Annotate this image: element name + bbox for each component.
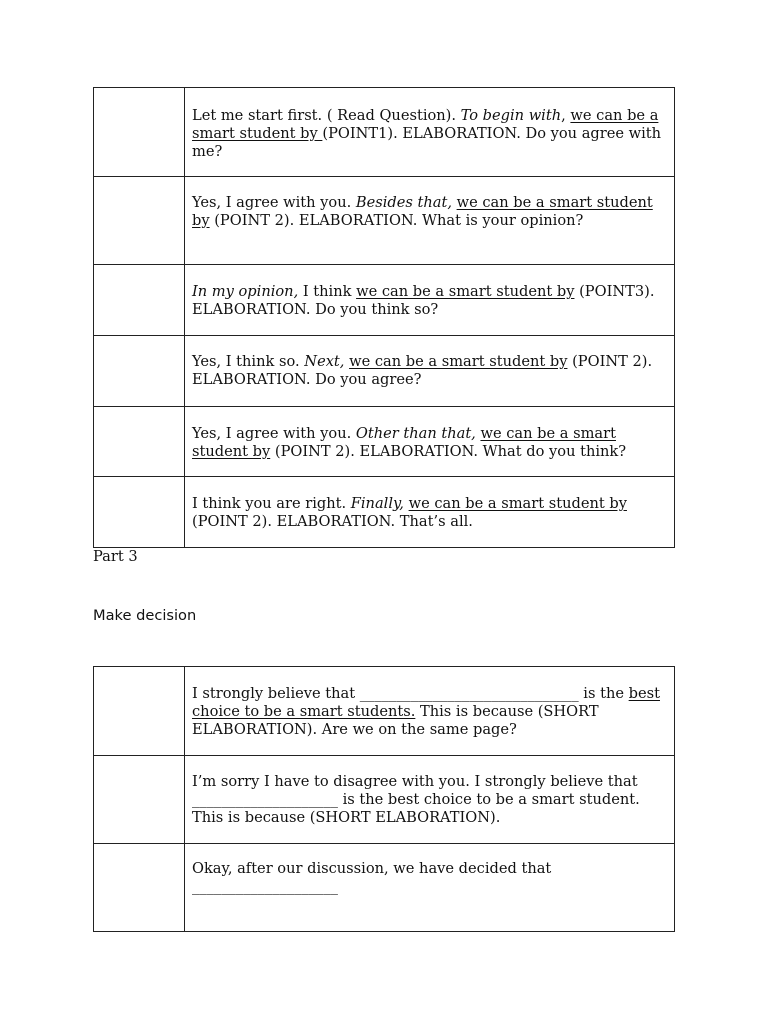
dialogue-text: Let me start first. ( Read Question). [192,107,461,124]
dialogue-text: Yes, I agree with you. [192,194,356,211]
dialogue-text: (POINT 2). ELABORATION. What do you think? [270,442,627,460]
dialogue-text: (POINT 2). ELABORATION. What is your opinion? [209,211,584,229]
dialogue-cell [185,407,675,477]
key-phrase: best choice to be a smart students. [192,685,660,720]
discussion-table [93,87,675,548]
transition-phrase: Finally, [350,495,404,512]
dialogue-cell [185,667,675,756]
key-phrase: we can be a smart student by [356,283,575,300]
speaker-cell [94,336,185,407]
dialogue-cell [185,844,675,932]
speaker-cell [94,177,185,265]
transition-phrase: To begin with [460,107,562,124]
dialogue-text: Okay, after our discussion, we have decided that [192,860,552,877]
transition-phrase: Other than that, [355,425,476,442]
table-row [94,407,675,477]
key-phrase: we can be a smart student by [408,495,627,512]
dialogue-text: I think you are right. [192,495,351,512]
section-label: Part 3 [93,548,138,565]
key-phrase: we can be a smart student by [192,107,659,142]
key-phrase: we can be a smart student by [192,194,653,229]
speaker-cell [94,265,185,336]
key-phrase: we can be a smart student by [349,353,568,370]
table-row [94,336,675,407]
dialogue-text: I strongly believe that ______________________________ is the [192,685,629,702]
dialogue-text: (POINT1). ELABORATION. Do you agree with me? [192,124,662,160]
table-row [94,667,675,756]
dialogue-text: (POINT 2). ELABORATION. Do you agree? [192,353,653,388]
dialogue-cell [185,88,675,177]
table-row [94,756,675,844]
dialogue-text: Yes, I agree with you. [192,425,356,442]
key-phrase: we can be a smart student by [192,425,616,460]
transition-phrase: In my opinion, [192,283,299,300]
speaker-cell [94,88,185,177]
decision-table [93,666,675,932]
table-row [94,844,675,932]
table-row [94,177,675,265]
speaker-cell [94,844,185,932]
dialogue-text: , [561,107,571,124]
speaker-cell [94,407,185,477]
dialogue-cell [185,477,675,548]
dialogue-text: (POINT3). ELABORATION. Do you think so? [192,283,655,318]
dialogue-cell [185,336,675,407]
dialogue-text: I think [298,283,357,300]
transition-phrase: Besides that, [355,194,452,211]
speaker-cell [94,667,185,756]
table-row [94,265,675,336]
speaker-cell [94,756,185,844]
section-heading: Make decision [93,607,197,624]
transition-phrase: Next, [304,353,345,370]
dialogue-text: (POINT 2). ELABORATION. That’s all. [192,512,473,530]
dialogue-cell [185,177,675,265]
table-row [94,88,675,177]
dialogue-text: Yes, I think so. [192,353,305,370]
dialogue-cell [185,756,675,844]
dialogue-text: This is because (SHORT ELABORATION). Are we on the same page? [192,702,599,738]
dialogue-cell [185,265,675,336]
dialogue-text: I’m sorry I have to disagree with you. I strongly believe that ____________________ is the best choice to be a smart student. This is because (SHORT ELABORATION). [192,773,640,826]
speaker-cell [94,477,185,548]
table-row [94,477,675,548]
blank-line: ____________________ [192,877,338,895]
